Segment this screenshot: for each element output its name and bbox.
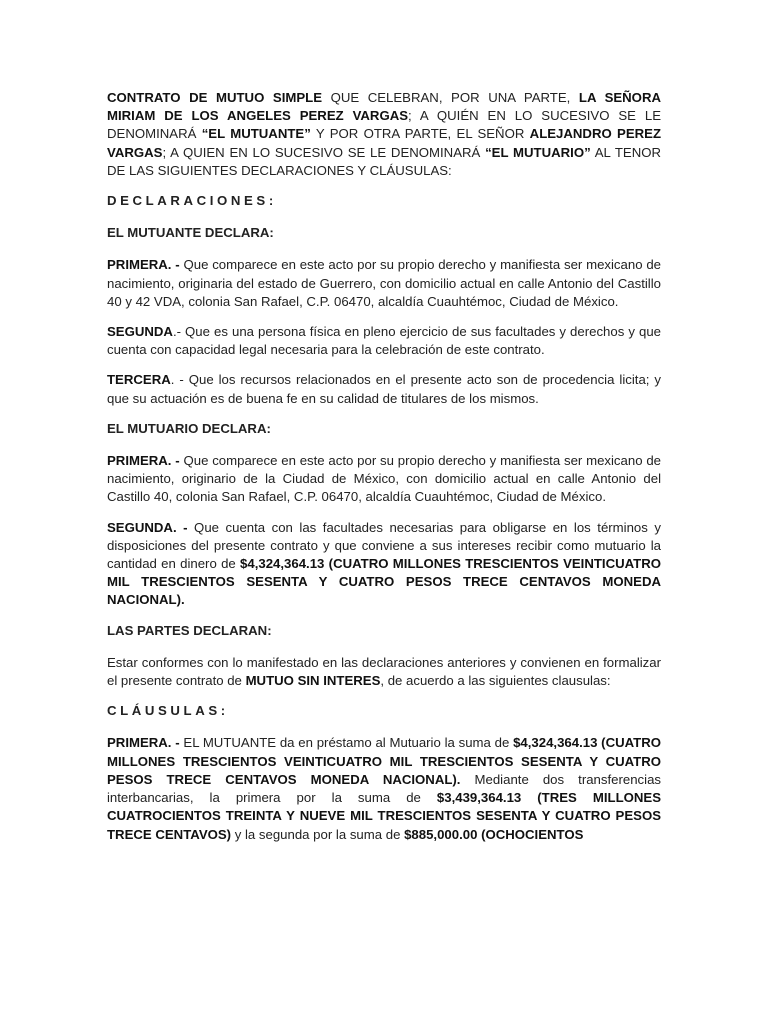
mutuario-name: ALEJANDRO PEREZ VARGAS [107,126,662,160]
mutuante-name: LA SEÑORA MIRIAM DE LOS ANGELES PEREZ VARGAS [107,90,661,124]
clausulas-heading: CLÁUSULAS: [107,703,229,719]
mutuario-segunda: SEGUNDA. - Que cuenta con las facultades necesarias para obligarse en los términos y disposiciones del presente contrato y que conviene a sus intereses recibir como mutuario la cantidad en dinero de $4,324,364.13 (CUATRO MILLONES TRESCIENTOS VEINTICUATRO MIL TRESCIENTOS SESENTA Y CUATRO PESOS TRECE CENTAVOS MONEDA NACIONAL). [107,519,661,608]
mutuario-heading: EL MUTUARIO DECLARA: [107,420,271,436]
contract-title: CONTRATO DE MUTUO SIMPLE [107,90,322,105]
mutuante-alias: “EL MUTUANTE” [201,126,311,142]
clausula-primera: PRIMERA. - EL MUTUANTE da en préstamo al Mutuario la suma de $4,324,364.13 (CUATRO MILLONES TRESCIENTOS VEINTICUATRO MIL TRESCIENTOS SESENTA Y CUATRO PESOS TRECE CENTAVOS MONEDA NACIONAL). Mediante dos transferencias interbancarias, la primera por la suma de $3,439,364.13 (TRES MILLONES CUATROCIENTOS TREINTA Y NUEVE MIL TRESCIENTOS SESENTA Y CUATRO PESOS TRECE CENTAVOS) y la segunda por la suma de $885,000.00 (OCHOCIENTOS [107,735,662,842]
mutuante-segunda: SEGUNDA.- Que es una persona física en pleno ejercicio de sus facultades y derechos y que cuenta con capacidad legal necesaria para la celebración de este contrato. [107,324,661,358]
partes-paragraph: Estar conformes con lo manifestado en las declaraciones anteriores y convienen en formalizar el presente contrato de MUTUO SIN INTERES, de acuerdo a las siguientes clausulas: [107,654,661,689]
declaraciones-heading: DECLARACIONES: [107,193,277,209]
mutuario-primera: PRIMERA. - Que comparece en este acto por su propio derecho y manifiesta ser mexicano de nacimiento, originario de la Ciudad de México, con domicilio actual en calle Antonio del Castillo 40, colonia San Rafael, C.P. 06470, alcaldía Cuauhtémoc, Ciudad de México. [107,453,662,505]
mutuante-primera: PRIMERA. - Que comparece en este acto por su propio derecho y manifiesta ser mexicano de nacimiento, originaria del estado de Guerrero, con domicilio actual en calle Antonio del Castillo 40 y 42 VDA, colonia San Rafael, C.P. 06470, alcaldía Cuauhtémoc, Ciudad de México. [107,257,662,309]
mutuante-tercera: TERCERA. - Que los recursos relacionados en el presente acto son de procedencia licita; y que su actuación es de buena fe en su calidad de titulares de los mismos. [107,372,661,406]
intro-paragraph: CONTRATO DE MUTUO SIMPLE QUE CELEBRAN, POR UNA PARTE, LA SEÑORA MIRIAM DE LOS ANGELES PEREZ VARGAS; A QUIÉN EN LO SUCESIVO SE LE DENOMINARÁ “EL MUTUANTE” Y POR OTRA PARTE, EL SEÑOR ALEJANDRO PEREZ VARGAS; A QUIEN EN LO SUCESIVO SE LE DENOMINARÁ “EL MUTUARIO” AL TENOR DE LAS SIGUIENTES DECLARACIONES Y CLÁUSULAS: [107,90,662,178]
partes-heading: LAS PARTES DECLARAN: [107,622,272,638]
loan-amount: $4,324,364.13 (CUATRO MILLONES TRESCIENTOS VEINTICUATRO MIL TRESCIENTOS SESENTA Y CUATRO PESOS TRECE CENTAVOS MONEDA NACIONAL). [107,556,661,608]
mutuante-heading: EL MUTUANTE DECLARA: [107,225,274,241]
mutuario-alias: “EL MUTUARIO” [485,144,591,160]
contract-page [107,89,661,856]
